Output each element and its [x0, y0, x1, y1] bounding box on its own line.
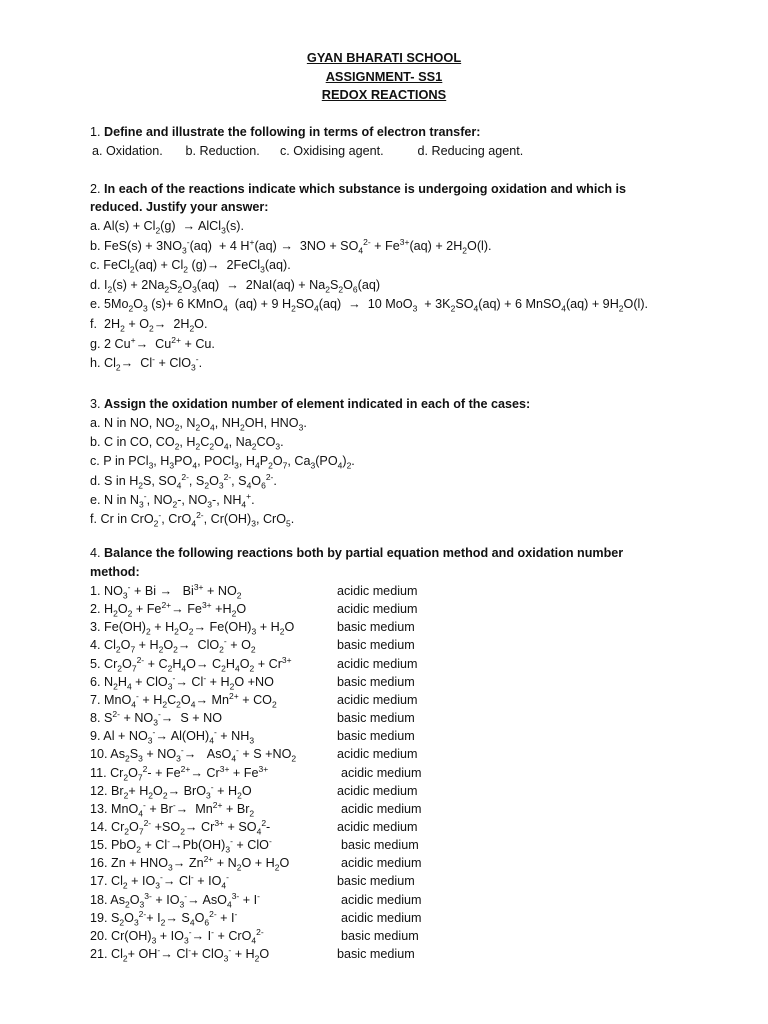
q2-reaction-item: c. FeCl$_2$(aq) + $Cl_2$ (g)→ 2FeCl$_3$(aq). — [90, 258, 291, 275]
q4-medium-label: basic medium — [337, 674, 415, 689]
school-name: GYAN BHARATI SCHOOL — [306, 50, 462, 65]
q4-reaction-equation: 6. $N_2H_4 + ClO_3^-\to Cl^- + H_2O +NO$ — [90, 672, 274, 692]
q4-medium-label: acidic medium — [337, 656, 418, 671]
q4-reaction-equation: 14. $Cr_2O_7^{2-} +SO_2\to Cr^{3+} + SO_4^2-$ — [90, 817, 271, 837]
q4-reaction-equation: 15. $PbO_2 + Cl^-\to Pb(OH)_3^- + ClO^-$ — [90, 835, 272, 855]
q4-reaction-equation: 7. $MnO_4^- + H_2C_2O_4\to Mn^{2+} + CO_2$ — [90, 690, 277, 710]
q4-reaction-equation: 1. $NO_3^- + Bi \to Bi^{3+} + NO_2$ — [90, 581, 242, 601]
q3-case-item: f. Cr in CrO$_2$-, CrO$_4^{2-}$, $Cr(OH)_3$, CrO$_5$. — [90, 509, 295, 529]
q4-reaction-equation: 5. $Cr_2O_7^{2-} + C_2H_4O\to C_2H_4O_2 + Cr^{3+}$ — [90, 654, 292, 674]
q4-medium-label: acidic medium — [341, 801, 422, 816]
q4-number: 4. — [90, 546, 101, 560]
q4-reaction-equation: 21. $Cl_2+ OH^-\to Cl^-+ ClO_3^- + H_2O$ — [90, 944, 270, 964]
q4-reaction-equation: 16. $Zn + HNO_3\to Zn^{2+} + N_2O + H_2O$ — [90, 854, 290, 873]
q2-reaction-item: e. $5Mo_2O_3$ (s)+ 6 KMnO$_4$ (aq) + 9 $H_2SO_4(aq) \to 10$ $MoO_3 + 3K_2SO_4(aq) + 6$ MnSO$_4$(aq) + $9H_2O(l)$. — [90, 297, 649, 314]
q2-text-line1: In each of the reactions indicate which substance is undergoing oxidation and which is — [104, 182, 627, 196]
q2-number: 2. — [90, 182, 101, 196]
q4-reaction-equation: 2. $H_2O_2 + Fe^{2+}\to Fe^{3+} +H_2O$ — [90, 599, 247, 619]
q1-number: 1. — [90, 125, 101, 139]
q4-medium-label: acidic medium — [337, 584, 418, 598]
q2-reaction-item: f. $2H_2 + O_2\to 2H_2O$. — [90, 317, 208, 334]
q4-medium-label: acidic medium — [337, 783, 418, 798]
q4-medium-label: basic medium — [337, 874, 415, 889]
q4-medium-label: acidic medium — [337, 819, 418, 834]
q4-reaction-equation: 18. $As_2O_3^{3-} + IO_3^-\to AsO_4^{3-} + I^-$ — [90, 890, 260, 910]
q3-prompt — [90, 397, 530, 412]
q2-prompt-line1 — [90, 182, 626, 197]
q1-option-c: c. Oxidising agent. — [280, 144, 384, 158]
q4-medium-label: acidic medium — [341, 910, 422, 925]
q4-medium-label: acidic medium — [341, 765, 422, 780]
q3-case-item: c. P in PCl$_3$, $H_3PO_4$, POCl$_3$, $H_4P_2O_7$, $Ca_3(PO_4)_2$. — [90, 454, 355, 471]
q4-reaction-equation: 17. $Cl_2 + IO_3^-\to Cl^- + IO_4^-$ — [90, 872, 229, 891]
q3-text: Assign the oxidation number of element indicated in each of the cases: — [104, 397, 531, 411]
q4-reaction-equation: 19. $S_2O_3^{2-}+ I_2\to S_4O_6^{2-} + I^-$ — [90, 908, 238, 928]
q1-options — [92, 144, 523, 159]
q2-reaction-item: a. $Al(s) + Cl_2(g)$ → AlCl$_3$(s). — [90, 219, 244, 236]
q4-text-line1: Balance the following reactions both by partial equation method and oxidation number — [104, 546, 624, 560]
q4-reaction-equation: 10. $As_2S_3 + NO_3^-\to AsO_4^- + S +NO_2$ — [90, 745, 297, 764]
q4-reaction-equation: 20. $Cr(OH)_3 + IO_3^-\to I^- + CrO_4^{2-}$ — [90, 926, 264, 946]
q4-medium-label: acidic medium — [341, 856, 422, 871]
q4-reaction-equation: 8. $S^{2-} + NO_3^-\to S$ + NO — [90, 708, 223, 728]
q4-medium-label: acidic medium — [337, 602, 418, 617]
q3-case-item: e. N in $N_3^-$, $NO_2-$, $NO_3-$, $NH_4^+$. — [90, 490, 255, 510]
q4-medium-label: basic medium — [341, 928, 419, 943]
q4-medium-label: acidic medium — [341, 892, 422, 907]
q4-reaction-equation: 11. $Cr_2O_7^2- + Fe^{2+}\to Cr^{3+} + Fe^{3+}$ — [90, 763, 269, 783]
q3-case-item: d. S in $H_2S$, $SO_4^{2-}$, $S_2O_3^{2-}$, $S_4O_6^{2-}$. — [90, 471, 277, 491]
q2-reaction-item: d. $I_2(s) + 2Na_2S_2O_3(aq) \to 2NaI(aq) + Na_2S_2O_6(aq)$ — [90, 277, 381, 295]
topic-title: REDOX REACTIONS — [321, 87, 447, 102]
q4-medium-label: basic medium — [337, 638, 415, 653]
q1-option-b: b. Reduction. — [185, 144, 260, 158]
q2-reaction-item: h. $Cl_2\to Cl^- + ClO_3^-$. — [90, 354, 203, 373]
q4-reaction-equation: 4. $Cl_2O_7 + H_2O_2\to ClO_2^- + O_2$ — [90, 636, 256, 655]
q4-medium-label: acidic medium — [337, 692, 418, 707]
q1-option-a: a. Oxidation. — [92, 144, 163, 158]
q4-medium-label: basic medium — [337, 729, 415, 744]
q4-medium-label: acidic medium — [337, 747, 418, 762]
q4-reaction-equation: 12. $Br_2+ H_2O_2\to BrO_3^- + H_2O$ — [90, 781, 252, 801]
q4-medium-label: basic medium — [337, 620, 415, 635]
q4-medium-label: basic medium — [337, 711, 415, 726]
q4-text-line2: method: — [90, 565, 140, 579]
q4-reaction-equation: 3. $Fe(OH)_2 + H_2O_2\to Fe(OH)_3 + H_2O$ — [90, 620, 295, 637]
q4-reaction-equation: 13. $MnO_4^- + Br^-\to Mn^{2+} + Br_2$ — [90, 799, 255, 819]
q3-case-item: b. C in CO, $CO_2$, $H_2C_2O_4$, $Na_2CO_3$. — [90, 435, 284, 452]
q4-medium-label: basic medium — [341, 838, 419, 853]
q3-number: 3. — [90, 397, 101, 411]
q1-text: Define and illustrate the following in terms of electron transfer: — [104, 125, 481, 139]
q4-reaction-equation: 9. $Al + NO_3^-\to Al(OH)_4^- + NH_3$ — [90, 727, 255, 746]
q3-case-item: a. N in NO, $NO_2$, $N_2O_4$, $NH_2OH$, $HNO_3$. — [90, 416, 307, 433]
q2-text-line2: reduced. Justify your answer: — [90, 200, 269, 214]
q1-prompt — [90, 125, 480, 140]
q1-option-d: d. Reducing agent. — [417, 144, 524, 158]
q4-prompt-line1 — [90, 546, 623, 561]
q4-medium-label: basic medium — [337, 947, 415, 961]
q2-reaction-item: b. $FeS(s) + 3NO_3^-(aq) + 4$ $H^+(aq) \to 3NO + SO_4^{2-} + Fe^{3+}(aq) + 2H_2O(l)$. — [90, 236, 492, 256]
assignment-title: ASSIGNMENT- SS1 — [325, 69, 443, 84]
q2-reaction-item: g. 2 $Cu^+\to Cu^{2+} + Cu$. — [90, 334, 215, 351]
